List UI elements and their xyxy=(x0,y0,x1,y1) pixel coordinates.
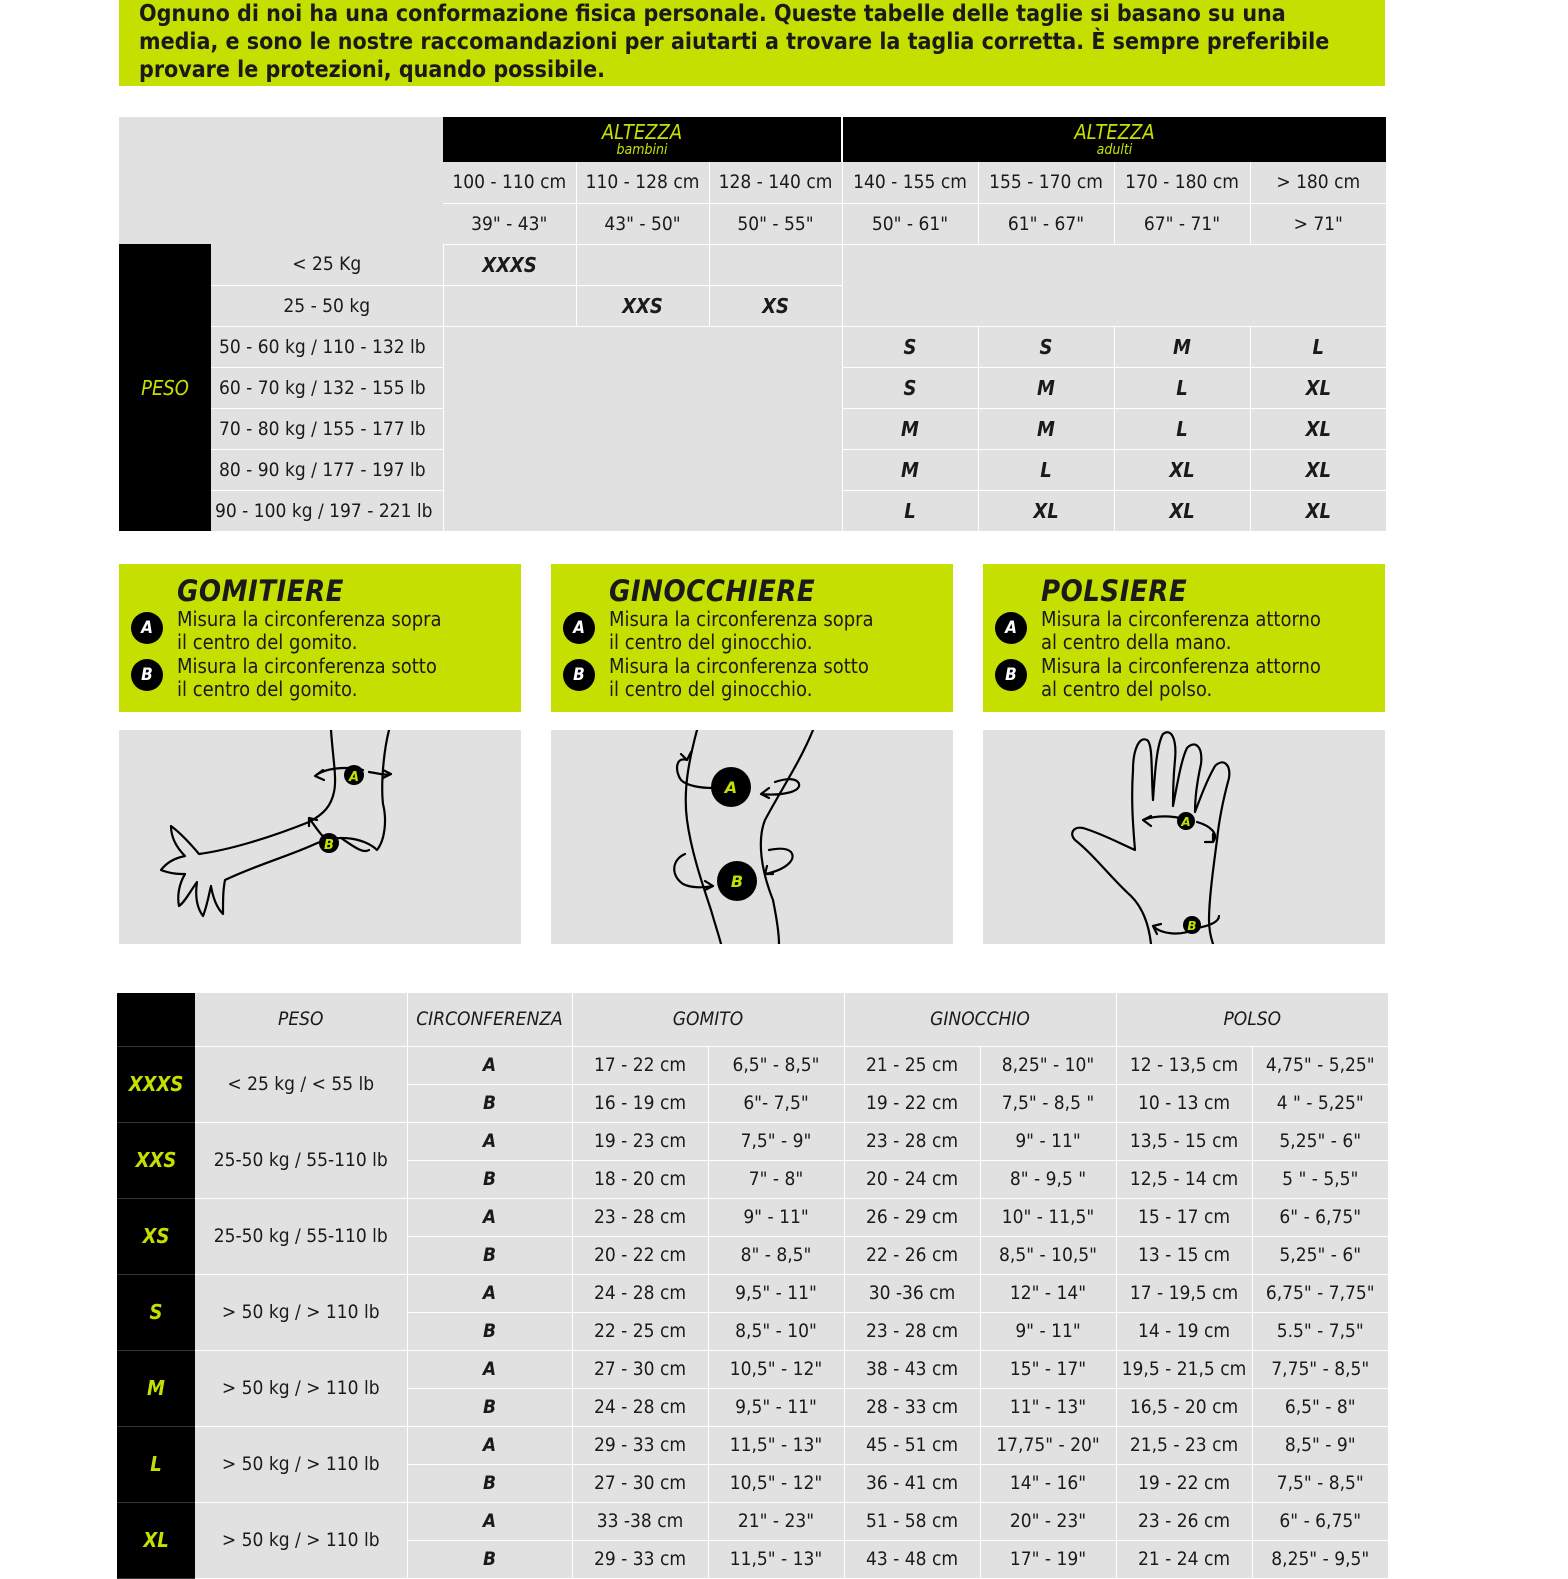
circ-b-cell: B xyxy=(407,1464,572,1502)
panel-text: Misura la circonferenza sotto xyxy=(609,654,869,678)
empty-cell xyxy=(576,244,709,285)
measure-cell: 38 - 43 cm xyxy=(844,1350,980,1388)
size-cell: L xyxy=(842,490,978,531)
panel-gomitiere xyxy=(119,564,521,712)
measure-cell: 7,5" - 8,5 " xyxy=(980,1084,1116,1122)
height-cm: 110 - 128 cm xyxy=(576,162,709,203)
measure-cell: 11,5" - 13" xyxy=(708,1426,844,1464)
knee-illustration xyxy=(551,730,953,944)
table-row xyxy=(117,1350,1388,1388)
svg-text:B: B xyxy=(730,872,744,891)
badge-b: B xyxy=(563,659,595,691)
measure-cell: 29 - 33 cm xyxy=(572,1540,708,1578)
size-cell: L xyxy=(1114,367,1250,408)
empty-cell xyxy=(842,244,1386,326)
height-in: 61" - 67" xyxy=(978,203,1114,244)
weight-cell: 25-50 kg / 55-110 lb xyxy=(195,1198,407,1274)
circ-b-cell: B xyxy=(407,1388,572,1426)
header-gomito: GOMITO xyxy=(572,993,844,1046)
panel-title: GOMITIERE xyxy=(177,574,345,608)
measure-cell: 22 - 25 cm xyxy=(572,1312,708,1350)
panel-title: POLSIERE xyxy=(1041,574,1188,608)
panel-text: Misura la circonferenza sopra xyxy=(177,607,442,631)
panel-ginocchiere xyxy=(551,564,953,712)
size-cell: L xyxy=(978,449,1114,490)
measure-cell: 17" - 19" xyxy=(980,1540,1116,1578)
size-cell: L xyxy=(1114,408,1250,449)
header-peso: PESO xyxy=(195,993,407,1046)
measure-cell: 10" - 11,5" xyxy=(980,1198,1116,1236)
svg-text:A: A xyxy=(348,770,360,785)
arm-icon xyxy=(119,730,521,944)
empty-cell xyxy=(709,244,842,285)
measure-cell: 27 - 30 cm xyxy=(572,1464,708,1502)
measure-cell: 11" - 13" xyxy=(980,1388,1116,1426)
measure-cell: 7,5" - 8,5" xyxy=(1252,1464,1388,1502)
weight-range: 70 - 80 kg / 155 - 177 lb xyxy=(211,408,443,449)
weight-range: 80 - 90 kg / 177 - 197 lb xyxy=(211,449,443,490)
circ-a-cell: A xyxy=(407,1426,572,1464)
weight-range: 25 - 50 kg xyxy=(211,285,443,326)
header-polso: POLSO xyxy=(1116,993,1388,1046)
circ-a-cell: A xyxy=(407,1350,572,1388)
measure-cell: 5,25" - 6" xyxy=(1252,1122,1388,1160)
size-label: XL xyxy=(117,1502,195,1578)
weight-cell: > 50 kg / > 110 lb xyxy=(195,1502,407,1578)
weight-range: 60 - 70 kg / 132 - 155 lb xyxy=(211,367,443,408)
measure-cell: 6" - 6,75" xyxy=(1252,1198,1388,1236)
circ-a-cell: A xyxy=(407,1274,572,1312)
size-cell: XL xyxy=(978,490,1114,531)
measure-cell: 30 -36 cm xyxy=(844,1274,980,1312)
size-cell: XS xyxy=(709,285,842,326)
table-row xyxy=(117,1046,1388,1084)
size-cell: XL xyxy=(1250,367,1386,408)
measure-cell: 22 - 26 cm xyxy=(844,1236,980,1274)
measure-cell: 51 - 58 cm xyxy=(844,1502,980,1540)
panel-text: Misura la circonferenza sopra xyxy=(609,607,874,631)
size-cell: S xyxy=(978,326,1114,367)
size-cell: XXS xyxy=(576,285,709,326)
measure-cell: 7" - 8" xyxy=(708,1160,844,1198)
measure-cell: 23 - 28 cm xyxy=(572,1198,708,1236)
svg-text:B: B xyxy=(1187,919,1197,933)
panel-text: il centro del ginocchio. xyxy=(609,630,813,654)
measure-cell: 20" - 23" xyxy=(980,1502,1116,1540)
measure-cell: 29 - 33 cm xyxy=(572,1426,708,1464)
measure-cell: 20 - 24 cm xyxy=(844,1160,980,1198)
badge-a: A xyxy=(563,612,595,644)
measure-cell: 18 - 20 cm xyxy=(572,1160,708,1198)
measure-cell: 6,5" - 8" xyxy=(1252,1388,1388,1426)
size-label: XXXS xyxy=(117,1046,195,1122)
header-adults: ALTEZZA adulti xyxy=(842,117,1386,162)
badge-b: B xyxy=(131,659,163,691)
measure-cell: 7,5" - 9" xyxy=(708,1122,844,1160)
measure-cell: 8,25" - 10" xyxy=(980,1046,1116,1084)
measure-cell: 19 - 22 cm xyxy=(1116,1464,1252,1502)
circ-a-cell: A xyxy=(407,1502,572,1540)
size-table xyxy=(119,117,1386,531)
size-label: S xyxy=(117,1274,195,1350)
intro-line: media, e sono le nostre raccomandazioni per aiutarti a trovare la taglia corretta. È sempre preferibile xyxy=(139,29,1330,55)
measure-cell: 16,5 - 20 cm xyxy=(1116,1388,1252,1426)
panel-text: il centro del gomito. xyxy=(177,630,358,654)
measure-cell: 6" - 6,75" xyxy=(1252,1502,1388,1540)
weight-cell: > 50 kg / > 110 lb xyxy=(195,1274,407,1350)
circ-a-cell: A xyxy=(407,1122,572,1160)
empty-cell xyxy=(443,285,576,326)
size-label: L xyxy=(117,1426,195,1502)
measure-cell: 12 - 13,5 cm xyxy=(1116,1046,1252,1084)
size-label: M xyxy=(117,1350,195,1426)
size-cell: XXXS xyxy=(443,244,576,285)
panel-text: il centro del ginocchio. xyxy=(609,677,813,701)
circ-b-cell: B xyxy=(407,1236,572,1274)
empty-cell xyxy=(443,326,842,531)
measure-cell: 10,5" - 12" xyxy=(708,1350,844,1388)
measure-cell: 11,5" - 13" xyxy=(708,1540,844,1578)
table-row xyxy=(117,1122,1388,1160)
svg-text:A: A xyxy=(724,778,738,797)
measure-cell: 19,5 - 21,5 cm xyxy=(1116,1350,1252,1388)
height-cm: 128 - 140 cm xyxy=(709,162,842,203)
measure-cell: 10,5" - 12" xyxy=(708,1464,844,1502)
measure-cell: 4,75" - 5,25" xyxy=(1252,1046,1388,1084)
measure-cell: 8,5" - 10" xyxy=(708,1312,844,1350)
header-circ: CIRCONFERENZA xyxy=(407,993,572,1046)
svg-text:B: B xyxy=(324,838,334,853)
height-in: 50" - 55" xyxy=(709,203,842,244)
size-cell: XL xyxy=(1250,490,1386,531)
measure-cell: 7,75" - 8,5" xyxy=(1252,1350,1388,1388)
badge-b: B xyxy=(995,659,1027,691)
measure-cell: 16 - 19 cm xyxy=(572,1084,708,1122)
measure-cell: 10 - 13 cm xyxy=(1116,1084,1252,1122)
measure-cell: 19 - 22 cm xyxy=(844,1084,980,1122)
measure-cell: 23 - 28 cm xyxy=(844,1122,980,1160)
measure-cell: 14" - 16" xyxy=(980,1464,1116,1502)
measure-cell: 24 - 28 cm xyxy=(572,1274,708,1312)
height-cm: 155 - 170 cm xyxy=(978,162,1114,203)
panel-text: il centro del gomito. xyxy=(177,677,358,701)
measure-cell: 20 - 22 cm xyxy=(572,1236,708,1274)
header-kids: ALTEZZA bambini xyxy=(443,117,842,162)
size-cell: M xyxy=(842,408,978,449)
measure-cell: 36 - 41 cm xyxy=(844,1464,980,1502)
measure-table xyxy=(117,993,1388,1579)
weight-cell: 25-50 kg / 55-110 lb xyxy=(195,1122,407,1198)
measure-cell: 21" - 23" xyxy=(708,1502,844,1540)
height-in: 67" - 71" xyxy=(1114,203,1250,244)
measure-cell: 6,75" - 7,75" xyxy=(1252,1274,1388,1312)
weight-range: 90 - 100 kg / 197 - 221 lb xyxy=(211,490,443,531)
intro-line: provare le protezioni, quando possibile. xyxy=(139,57,605,83)
measure-cell: 21 - 25 cm xyxy=(844,1046,980,1084)
measure-cell: 9" - 11" xyxy=(708,1198,844,1236)
circ-a-cell: A xyxy=(407,1046,572,1084)
measure-cell: 8,25" - 9,5" xyxy=(1252,1540,1388,1578)
measure-cell: 9,5" - 11" xyxy=(708,1388,844,1426)
measure-cell: 17 - 22 cm xyxy=(572,1046,708,1084)
measure-cell: 43 - 48 cm xyxy=(844,1540,980,1578)
measure-cell: 9" - 11" xyxy=(980,1122,1116,1160)
wrist-illustration xyxy=(983,730,1385,944)
circ-b-cell: B xyxy=(407,1312,572,1350)
intro-line: Ognuno di noi ha una conformazione fisica personale. Queste tabelle delle taglie si basano su una xyxy=(139,1,1286,27)
panel-text: Misura la circonferenza sotto xyxy=(177,654,437,678)
size-cell: M xyxy=(1114,326,1250,367)
weight-cell: < 25 kg / < 55 lb xyxy=(195,1046,407,1122)
panel-polsiere xyxy=(983,564,1385,712)
measure-cell: 5.5" - 7,5" xyxy=(1252,1312,1388,1350)
measure-cell: 27 - 30 cm xyxy=(572,1350,708,1388)
weight-cell: > 50 kg / > 110 lb xyxy=(195,1426,407,1502)
table-row xyxy=(117,1502,1388,1540)
table-row xyxy=(117,1198,1388,1236)
size-cell: S xyxy=(842,326,978,367)
svg-text:A: A xyxy=(1181,815,1191,829)
height-in: 43" - 50" xyxy=(576,203,709,244)
height-in: > 71" xyxy=(1250,203,1386,244)
size-cell: S xyxy=(842,367,978,408)
height-cm: 170 - 180 cm xyxy=(1114,162,1250,203)
table-row xyxy=(117,1274,1388,1312)
measure-cell: 9" - 11" xyxy=(980,1312,1116,1350)
weight-range: 50 - 60 kg / 110 - 132 lb xyxy=(211,326,443,367)
measure-cell: 4 " - 5,25" xyxy=(1252,1084,1388,1122)
measure-cell: 26 - 29 cm xyxy=(844,1198,980,1236)
measure-cell: 28 - 33 cm xyxy=(844,1388,980,1426)
measure-cell: 33 -38 cm xyxy=(572,1502,708,1540)
measure-cell: 8" - 8,5" xyxy=(708,1236,844,1274)
panel-title: GINOCCHIERE xyxy=(609,574,816,608)
header-corner xyxy=(117,993,195,1046)
height-cm: 100 - 110 cm xyxy=(443,162,576,203)
height-cm: 140 - 155 cm xyxy=(842,162,978,203)
circ-a-cell: A xyxy=(407,1198,572,1236)
height-cm: > 180 cm xyxy=(1250,162,1386,203)
measure-cell: 14 - 19 cm xyxy=(1116,1312,1252,1350)
measure-cell: 23 - 28 cm xyxy=(844,1312,980,1350)
measure-cell: 23 - 26 cm xyxy=(1116,1502,1252,1540)
measure-cell: 8,5" - 9" xyxy=(1252,1426,1388,1464)
table-row xyxy=(117,1426,1388,1464)
height-in: 39" - 43" xyxy=(443,203,576,244)
circ-b-cell: B xyxy=(407,1160,572,1198)
measure-cell: 19 - 23 cm xyxy=(572,1122,708,1160)
measure-cell: 21,5 - 23 cm xyxy=(1116,1426,1252,1464)
measure-cell: 17 - 19,5 cm xyxy=(1116,1274,1252,1312)
size-cell: XL xyxy=(1114,490,1250,531)
corner-cell xyxy=(119,117,443,244)
measure-cell: 5,25" - 6" xyxy=(1252,1236,1388,1274)
header-ginocchio: GINOCCHIO xyxy=(844,993,1116,1046)
size-cell: M xyxy=(842,449,978,490)
size-cell: M xyxy=(978,408,1114,449)
size-cell: M xyxy=(978,367,1114,408)
badge-a: A xyxy=(995,612,1027,644)
panel-text: al centro del polso. xyxy=(1041,677,1213,701)
height-in: 50" - 61" xyxy=(842,203,978,244)
measure-cell: 15" - 17" xyxy=(980,1350,1116,1388)
elbow-illustration xyxy=(119,730,521,944)
badge-a: A xyxy=(131,612,163,644)
size-cell: XL xyxy=(1250,408,1386,449)
weight-cell: > 50 kg / > 110 lb xyxy=(195,1350,407,1426)
intro-banner xyxy=(119,0,1385,86)
measure-cell: 8" - 9,5 " xyxy=(980,1160,1116,1198)
panel-text: Misura la circonferenza attorno xyxy=(1041,654,1321,678)
measure-cell: 6"- 7,5" xyxy=(708,1084,844,1122)
measure-cell: 15 - 17 cm xyxy=(1116,1198,1252,1236)
size-cell: XL xyxy=(1250,449,1386,490)
measure-cell: 9,5" - 11" xyxy=(708,1274,844,1312)
hand-icon xyxy=(983,730,1385,944)
weight-range: < 25 Kg xyxy=(211,244,443,285)
measure-cell: 21 - 24 cm xyxy=(1116,1540,1252,1578)
size-cell: L xyxy=(1250,326,1386,367)
measure-cell: 12" - 14" xyxy=(980,1274,1116,1312)
weight-label: PESO xyxy=(119,244,211,531)
measure-cell: 13 - 15 cm xyxy=(1116,1236,1252,1274)
measure-cell: 45 - 51 cm xyxy=(844,1426,980,1464)
size-cell: XL xyxy=(1114,449,1250,490)
size-label: XS xyxy=(117,1198,195,1274)
measure-cell: 24 - 28 cm xyxy=(572,1388,708,1426)
measure-cell: 5 " - 5,5" xyxy=(1252,1160,1388,1198)
circ-b-cell: B xyxy=(407,1084,572,1122)
measure-cell: 12,5 - 14 cm xyxy=(1116,1160,1252,1198)
panel-text: Misura la circonferenza attorno xyxy=(1041,607,1321,631)
measure-cell: 13,5 - 15 cm xyxy=(1116,1122,1252,1160)
measure-cell: 8,5" - 10,5" xyxy=(980,1236,1116,1274)
circ-b-cell: B xyxy=(407,1540,572,1578)
measure-cell: 6,5" - 8,5" xyxy=(708,1046,844,1084)
panel-text: al centro della mano. xyxy=(1041,630,1232,654)
knee-icon xyxy=(551,730,953,944)
measure-cell: 17,75" - 20" xyxy=(980,1426,1116,1464)
size-label: XXS xyxy=(117,1122,195,1198)
